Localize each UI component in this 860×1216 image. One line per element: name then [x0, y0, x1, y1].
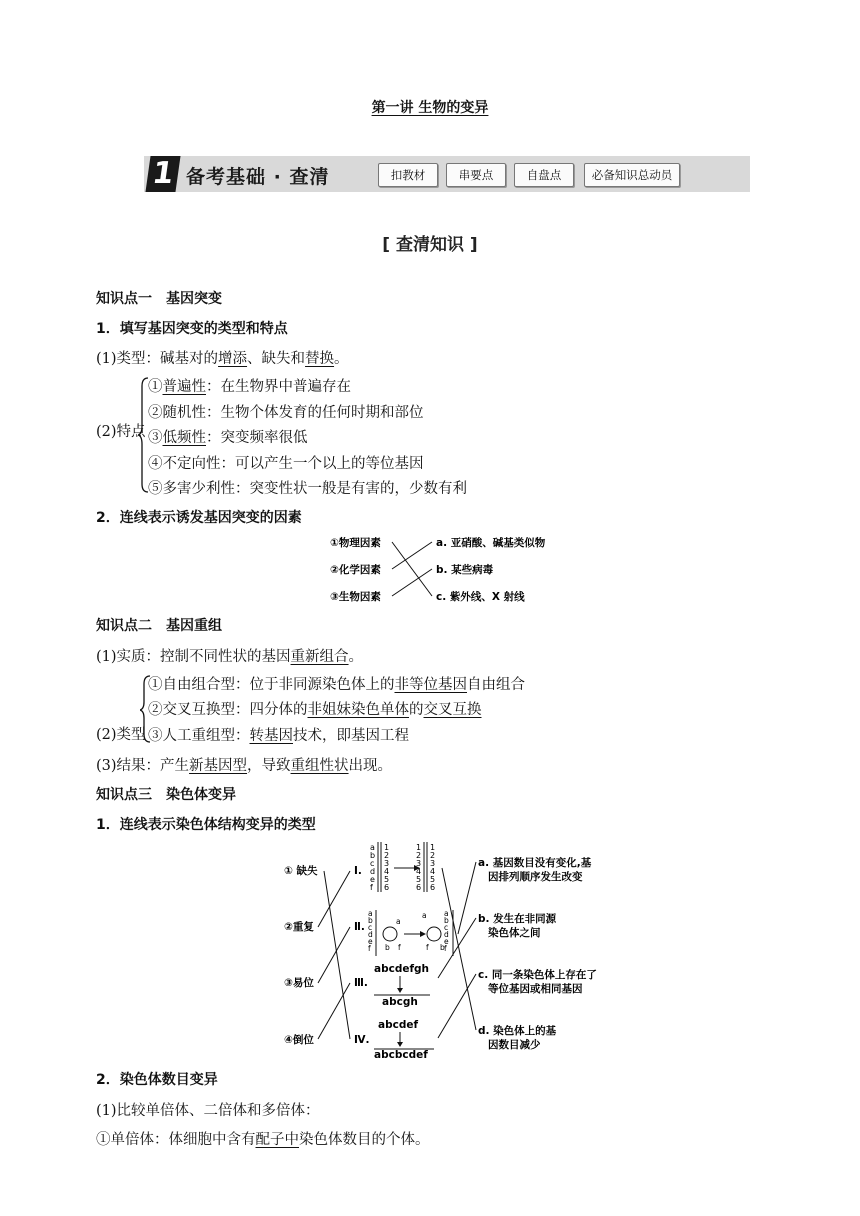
- kp3-heading: 知识点三 染色体变异: [96, 787, 236, 803]
- svg-text:e: e: [370, 875, 375, 884]
- svg-text:d: d: [368, 930, 373, 939]
- svg-text:d: d: [444, 930, 449, 939]
- diagram-right-text: b. 发生在非同源: [478, 913, 557, 925]
- svg-text:5: 5: [416, 875, 422, 884]
- svg-text:5: 5: [430, 875, 436, 884]
- svg-text:a: a: [396, 917, 401, 926]
- svg-text:4: 4: [430, 867, 436, 876]
- svg-text:b: b: [440, 943, 445, 952]
- feature-item: ②随机性：生物个体发育的任何时期和部位: [148, 405, 424, 421]
- diagram-right-text: 因数目减少: [488, 1039, 541, 1051]
- diagram-left-item: ④倒位: [284, 1034, 314, 1046]
- diagram-roman: Ⅰ.: [354, 865, 362, 877]
- chip-zi-pan-dian: 自盘点: [514, 163, 574, 187]
- kp1-question-2: 2．连线表示诱发基因突变的因素: [96, 510, 302, 526]
- svg-text:f: f: [398, 943, 401, 952]
- kp2-result-line: (3)结果：产生新基因型，导致重组性状出现。: [96, 758, 393, 774]
- svg-text:b: b: [368, 916, 373, 925]
- answer-zeng-tian: 增添: [218, 351, 248, 367]
- chip-kou-jiao-cai: 扣教材: [378, 163, 438, 187]
- svg-text:f: f: [426, 943, 429, 952]
- match-right-item: c. 紫外线、X 射线: [436, 591, 525, 603]
- chromosome-II: [368, 909, 453, 956]
- kp1-type-line: (1)类型：碱基对的增添、缺失和替换。: [96, 351, 349, 367]
- match-left-item: ①物理因素: [330, 537, 381, 549]
- svg-text:6: 6: [384, 883, 390, 892]
- feature-item: ⑤多害少利性：突变性状一般是有害的，少数有利: [148, 481, 467, 497]
- svg-text:f: f: [370, 883, 373, 892]
- chromosome-III: [374, 963, 430, 1008]
- svg-text:3: 3: [384, 859, 390, 868]
- kp3-question-2: 2．染色体数目变异: [96, 1072, 218, 1088]
- page-title: 第一讲 生物的变异: [371, 100, 489, 116]
- svg-text:6: 6: [430, 883, 436, 892]
- diagram-roman: Ⅳ.: [354, 1034, 370, 1046]
- diagram-left-item: ③易位: [284, 977, 314, 989]
- svg-text:3: 3: [430, 859, 436, 868]
- svg-text:4: 4: [384, 867, 390, 876]
- chromosome-I: [370, 842, 435, 892]
- svg-text:e: e: [368, 937, 373, 946]
- match-right-item: b. 某些病毒: [436, 564, 494, 576]
- svg-text:d: d: [370, 867, 376, 876]
- svg-text:c: c: [370, 859, 375, 868]
- chip-chuan-yao-dian: 串要点: [446, 163, 506, 187]
- chromosome-structure-diagram: [278, 838, 624, 1060]
- feature-item: ④不定向性：可以产生一个以上的等位基因: [148, 456, 424, 472]
- section-heading: [ 查清知识 ]: [382, 235, 478, 255]
- diagram-roman: Ⅲ.: [354, 977, 368, 989]
- svg-text:a: a: [444, 909, 449, 918]
- svg-text:3: 3: [416, 859, 422, 868]
- diagram-left-connectors: [318, 871, 350, 1039]
- diagram-roman: Ⅱ.: [354, 921, 365, 933]
- svg-text:b: b: [385, 943, 390, 952]
- diagram-right-text: d. 染色体上的基: [478, 1025, 557, 1037]
- svg-text:abcdef: abcdef: [378, 1019, 419, 1031]
- kp3-haploid: ①单倍体：体细胞中含有配子中染色体数目的个体。: [96, 1132, 430, 1148]
- diagram-right-text: a. 基因数目没有变化,基: [478, 857, 592, 869]
- svg-text:a: a: [422, 911, 427, 920]
- svg-text:a: a: [368, 909, 373, 918]
- recombination-type-3: ③人工重组型：转基因技术，即基因工程: [148, 728, 409, 744]
- svg-text:2: 2: [416, 851, 422, 860]
- kp2-essence-line: (1)实质：控制不同性状的基因重新组合。: [96, 649, 364, 665]
- chip-bi-bei-zhi-shi: 必备知识总动员: [584, 163, 680, 187]
- svg-text:f: f: [444, 944, 447, 953]
- svg-text:abcbcdef: abcbcdef: [374, 1049, 428, 1060]
- chromosome-IV: [374, 1019, 434, 1060]
- mutation-factor-matching: [326, 532, 566, 608]
- svg-text:5: 5: [384, 875, 390, 884]
- svg-text:2: 2: [430, 851, 436, 860]
- answer-ti-huan: 替换: [305, 351, 335, 367]
- diagram-right-text: 等位基因或相同基因: [488, 983, 583, 995]
- kp1-question-1: 1．填写基因突变的类型和特点: [96, 321, 288, 337]
- svg-text:b: b: [444, 916, 449, 925]
- recombination-type-2: ②交叉互换型：四分体的非姐妹染色单体的交叉互换: [148, 702, 482, 718]
- svg-text:e: e: [444, 937, 449, 946]
- svg-text:6: 6: [416, 883, 422, 892]
- match-left-item: ②化学因素: [330, 564, 381, 576]
- feature-item: ①普遍性：在生物界中普遍存在: [148, 379, 351, 395]
- kp1-heading: 知识点一 基因突变: [96, 291, 222, 307]
- kp3-compare: (1)比较单倍体、二倍体和多倍体：: [96, 1103, 320, 1119]
- svg-text:4: 4: [416, 867, 422, 876]
- svg-text:1: 1: [430, 843, 436, 852]
- svg-text:c: c: [368, 923, 373, 932]
- match-right-item: a. 亚硝酸、碱基类似物: [436, 537, 546, 549]
- svg-text:a: a: [370, 843, 375, 852]
- svg-text:f: f: [368, 944, 371, 953]
- svg-text:abcdefgh: abcdefgh: [374, 963, 430, 975]
- diagram-left-item: ②重复: [284, 921, 314, 933]
- kp2-heading: 知识点二 基因重组: [96, 618, 222, 634]
- kp1-feature-label: (2)特点: [96, 424, 146, 440]
- diagram-right-text: c. 同一条染色体上存在了: [478, 969, 597, 981]
- svg-text:1: 1: [416, 843, 422, 852]
- svg-text:1: 1: [384, 843, 390, 852]
- banner-heading: 备考基础 · 查清: [186, 166, 330, 188]
- kp2-type-label: (2)类型: [96, 727, 146, 743]
- banner-number: 1: [145, 156, 180, 192]
- diagram-right-text: 染色体之间: [488, 927, 541, 939]
- svg-text:b: b: [370, 851, 376, 860]
- diagram-right-text: 因排列顺序发生改变: [488, 871, 583, 883]
- svg-text:c: c: [444, 923, 449, 932]
- feature-item: ③低频性：突变频率很低: [148, 430, 308, 446]
- match-left-item: ③生物因素: [330, 591, 381, 603]
- diagram-left-item: ① 缺失: [284, 865, 318, 877]
- recombination-type-1: ①自由组合型：位于非同源染色体上的非等位基因自由组合: [148, 677, 525, 693]
- svg-text:abcgh: abcgh: [382, 996, 418, 1008]
- kp3-question-1: 1．连线表示染色体结构变异的类型: [96, 817, 316, 833]
- svg-text:2: 2: [384, 851, 390, 860]
